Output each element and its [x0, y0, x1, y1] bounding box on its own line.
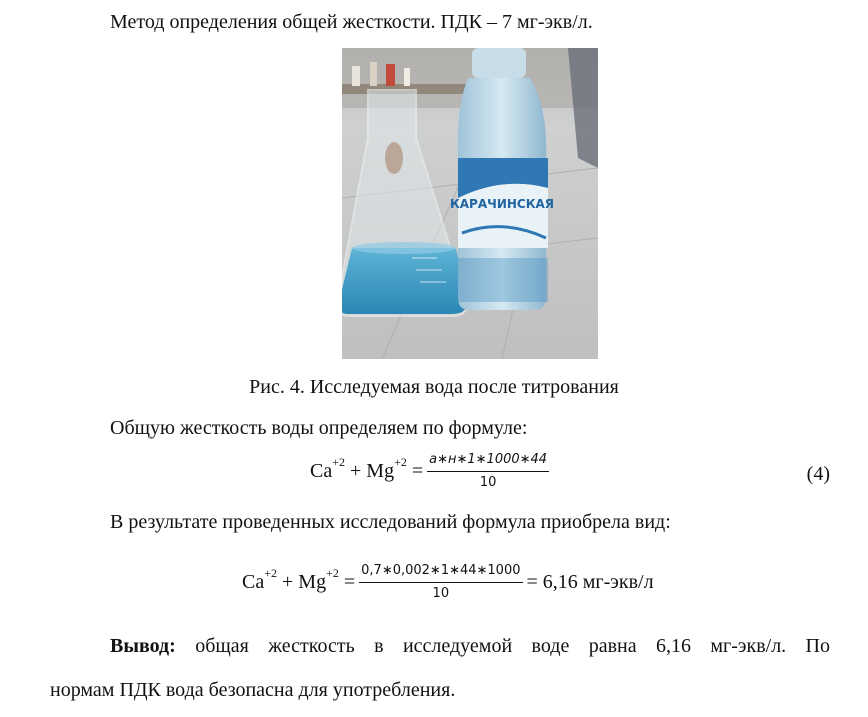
formula-ca-charge: +2: [332, 455, 345, 469]
formula-mg-charge: +2: [394, 455, 407, 469]
formula-numerator: 0,7∗0,002∗1∗44∗1000: [359, 563, 522, 583]
formula-ca-charge: +2: [264, 566, 277, 580]
formula-denominator: 10: [432, 586, 450, 601]
formula-equals: =: [343, 571, 356, 593]
intro-paragraph: Общую жесткость воды определяем по формуле:: [110, 417, 528, 439]
conclusion-paragraph: [110, 634, 830, 658]
bottle-brand: КАРАЧИНСКАЯ: [449, 197, 555, 211]
formula-plus: +: [350, 460, 362, 482]
conclusion-text-line1: общая жесткость в исследуемой воде равна 6,16 мг-экв/л. По: [195, 635, 830, 657]
figure-photo: [342, 48, 598, 359]
conclusion-label: Вывод:: [110, 635, 176, 657]
formula-result: = 6,16 мг-экв/л: [526, 571, 654, 593]
equation-number: (4): [806, 463, 830, 485]
result-paragraph: В результате проведенных исследований формула приобрела вид:: [110, 511, 671, 533]
formula-ca: Ca: [310, 460, 333, 482]
method-heading: Метод определения общей жесткости. ПДК – 7 мг-экв/л.: [110, 11, 593, 33]
conclusion-text-line2: нормам ПДК вода безопасна для употребления.: [50, 679, 456, 701]
formula-mg-charge: +2: [326, 566, 339, 580]
formula-equals: =: [411, 460, 424, 482]
formula-fraction: [427, 452, 549, 491]
formula-mg: Mg: [298, 571, 327, 593]
figure-caption: Рис. 4. Исследуемая вода после титрования: [249, 376, 619, 398]
formula-plus: +: [282, 571, 294, 593]
formula-general: [310, 452, 553, 491]
formula-numerator: a∗н∗1∗1000∗44: [427, 452, 549, 472]
formula-denominator: 10: [479, 475, 497, 490]
formula-computed: [242, 563, 654, 602]
formula-fraction: [359, 563, 522, 602]
formula-mg: Mg: [366, 460, 395, 482]
formula-ca: Ca: [242, 571, 265, 593]
